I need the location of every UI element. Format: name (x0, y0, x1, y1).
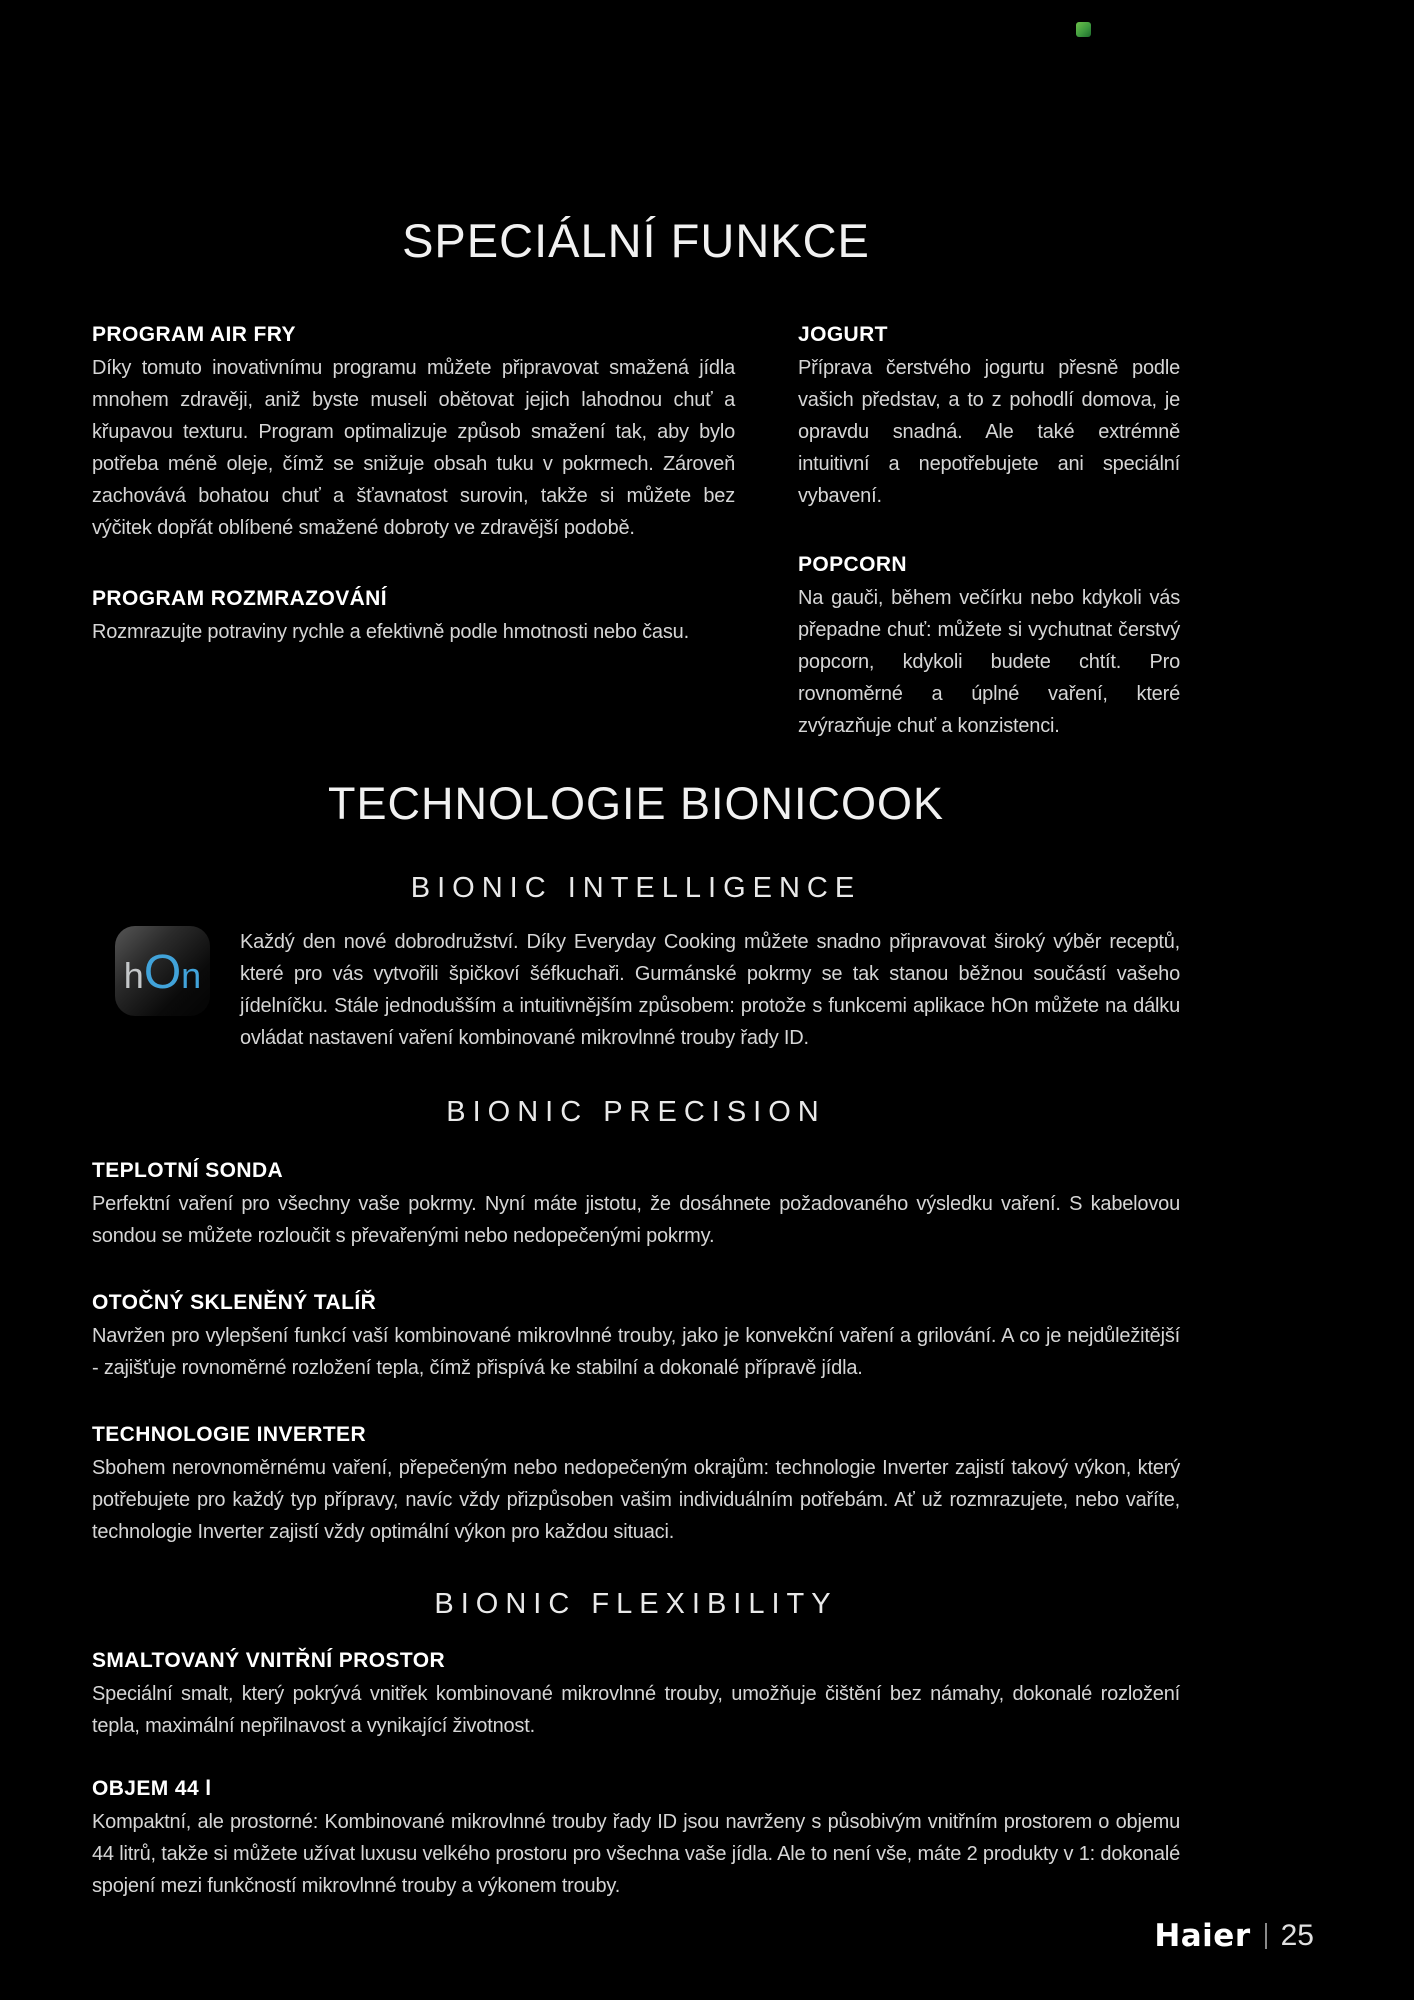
temperature-probe-text: Perfektní vaření pro všechny vaše pokrmy. Nyní máte jistotu, že dosáhnete požadovaného výsledku vaření. S kabelovou sondou se můžete rozloučit s převařenými nebo nedopečenými pokrmy. (92, 1193, 1180, 1247)
yogurt-heading: JOGURT (798, 323, 888, 346)
hon-app-logo (115, 926, 210, 1016)
defrost-section (92, 584, 735, 648)
air-fry-heading: PROGRAM AIR FRY (92, 323, 296, 346)
bionic-intelligence-text: Každý den nové dobrodružství. Díky Everyday Cooking můžete snadno připravovat široký výběr receptů, které pro vás vytvořili špičkoví šéfkuchaři. Gurmánské pokrmy se tak stanou běžnou součástí vašeho jídelníčku. Stále jednodušším a intuitivnějším způsobem: protože s funkcemi aplikace hOn můžete na dálku ovládat nastavení vaření kombinované mikrovlnné trouby řady ID. (240, 931, 1180, 1049)
popcorn-heading: POPCORN (798, 553, 907, 576)
capacity-heading: OBJEM 44 l (92, 1777, 212, 1800)
popcorn-section (798, 550, 1180, 742)
air-fry-section (92, 320, 735, 544)
page-number: 25 (1280, 1919, 1314, 1952)
enamel-interior-heading: SMALTOVANÝ VNITŘNÍ PROSTOR (92, 1649, 446, 1672)
green-mark-icon (1076, 22, 1091, 37)
inverter-text: Sbohem nerovnoměrnému vaření, přepečeným nebo nedopečeným okrajům: technologie Inverter zajistí takový výkon, který potřebujete pro každý typ přípravy, navíc vždy přizpůsoben vašim individuálním potřebám. Ať už rozmrazujete, nebo vaříte, technologie Inverter zajistí vždy optimální výkon pro každou situaci. (92, 1457, 1180, 1543)
defrost-heading: PROGRAM ROZMRAZOVÁNÍ (92, 587, 387, 610)
bionic-flexibility-subtitle: BIONIC FLEXIBILITY (434, 1588, 838, 1620)
air-fry-text: Díky tomuto inovativnímu programu můžete připravovat smažená jídla mnohem zdravěji, aniž byste museli obětovat jejich lahodnou chuť a křupavou texturu. Program optimalizuje způsob smažení tak, aby bylo potřeba méně oleje, čímž se snižuje obsah tuku v pokrmech. Zároveň zachovává bohatou chuť a šťavnatost surovin, takže si můžete bez výčitek dopřát oblíbené smažené dobroty ve zdravější podobě. (92, 357, 735, 539)
yogurt-section (798, 320, 1180, 512)
yogurt-text: Příprava čerstvého jogurtu přesně podle vašich představ, a to z pohodlí domova, je opravdu snadná. Ale také extrémně intuitivní a nepotřebujete ani speciální vybavení. (798, 357, 1180, 507)
hon-logo-letter-n: n (181, 955, 202, 996)
footer-separator (1265, 1923, 1267, 1949)
turntable-section (92, 1288, 1180, 1384)
bionic-precision-subtitle: BIONIC PRECISION (446, 1096, 826, 1128)
defrost-text: Rozmrazujte potraviny rychle a efektivně podle hmotnosti nebo času. (92, 621, 689, 643)
capacity-text: Kompaktní, ale prostorné: Kombinované mikrovlnné trouby řady ID jsou navrženy s působivým vnitřním prostorem o objemu 44 litrů, takže si můžete užívat luxusu velkého prostoru pro všechna vaše jídla. Ale to není vše, máte 2 produkty v 1: dokonalé spojení mezi funkčností mikrovlnné trouby a výkonem trouby. (92, 1811, 1180, 1897)
enamel-interior-section (92, 1646, 1180, 1742)
hon-logo-letter-o: O (143, 946, 182, 999)
inverter-heading: TECHNOLOGIE INVERTER (92, 1423, 367, 1446)
capacity-section (92, 1774, 1180, 1902)
special-functions-columns (92, 320, 1180, 742)
page-footer (1154, 1918, 1314, 1954)
enamel-interior-text: Speciální smalt, který pokrývá vnitřek kombinované mikrovlnné trouby, umožňuje čištění bez námahy, dokonalé rozložení tepla, maximální nepřilnavost a vynikající životnost. (92, 1683, 1180, 1737)
bionic-intelligence-section (92, 926, 1180, 1054)
turntable-text: Navržen pro vylepšení funkcí vaší kombinované mikrovlnné trouby, jako je konvekční vaření a grilování. A co je nejdůležitější - zajišťuje rovnoměrné rozložení tepla, čímž přispívá ke stabilní a dokonalé přípravě jídla. (92, 1325, 1180, 1379)
page-content (92, 212, 1180, 1902)
temperature-probe-heading: TEPLOTNÍ SONDA (92, 1159, 284, 1182)
special-functions-right-column (798, 320, 1180, 742)
special-functions-left-column (92, 320, 735, 742)
popcorn-text: Na gauči, během večírku nebo kdykoli vás přepadne chuť: můžete si vychutnat čerstvý popcorn, kdykoli budete chtít. Pro rovnoměrné a úplné vaření, které zvýrazňuje chuť a konzistenci. (798, 587, 1180, 737)
bionicook-title: TECHNOLOGIE BIONICOOK (327, 778, 945, 829)
temperature-probe-section (92, 1156, 1180, 1252)
inverter-section (92, 1420, 1180, 1548)
turntable-heading: OTOČNÝ SKLENĚNÝ TALÍŘ (92, 1291, 377, 1314)
haier-logo: Haier (1154, 1918, 1251, 1954)
page-title: SPECIÁLNÍ FUNKCE (402, 214, 870, 267)
hon-logo-letter-h: h (123, 955, 144, 996)
bionic-intelligence-subtitle: BIONIC INTELLIGENCE (410, 872, 862, 904)
